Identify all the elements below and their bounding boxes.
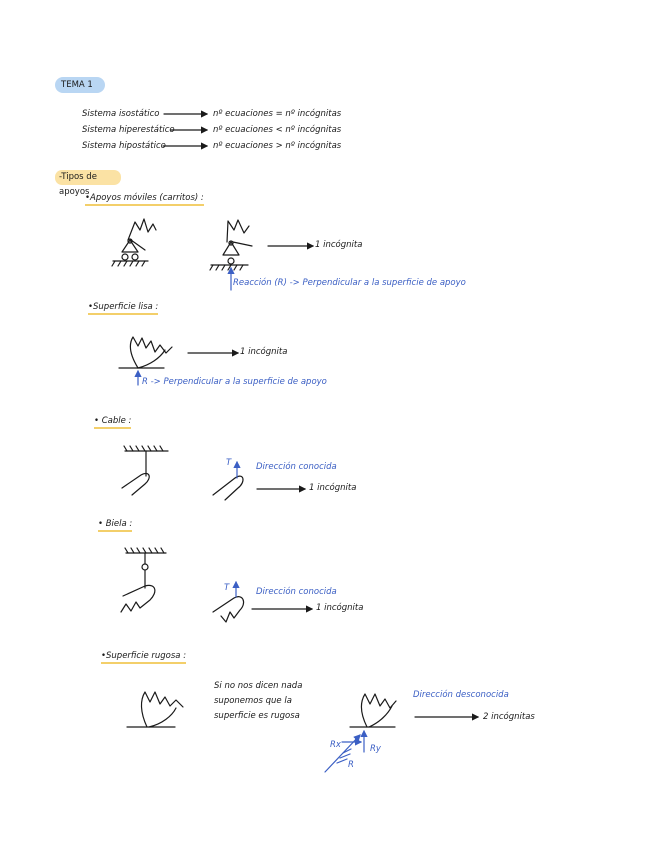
heading-superficie-rugosa: •Superficie rugosa : — [101, 651, 186, 664]
label-T-biela: T — [224, 583, 230, 593]
heading-apoyos-moviles: •Apoyos móviles (carritos) : — [85, 193, 204, 206]
link-tension-sketch — [213, 582, 244, 622]
result-biela: 1 incógnita — [316, 603, 364, 613]
reaction-note-lisa: R -> Perpendicular a la superficie de apoyo — [142, 377, 327, 387]
label-T-cable: T — [226, 458, 232, 468]
direction-biela: Dirección conocida — [256, 587, 337, 597]
cable-tension-sketch — [213, 462, 243, 500]
system-rule: nº ecuaciones < nº incógnitas — [213, 125, 342, 135]
system-rule: nº ecuaciones > nº incógnitas — [213, 141, 342, 151]
reaction-note-apoyos: Reacción (R) -> Perpendicular a la superficie de apoyo — [233, 278, 466, 288]
system-name: Sistema hiperestático — [82, 125, 175, 135]
note-line: superficie es rugosa — [214, 711, 300, 721]
note-line: suponemos que la — [214, 696, 292, 706]
system-name: Sistema hipostático — [82, 141, 166, 151]
note-line: Si no nos dicen nada — [214, 681, 303, 691]
section-title: -Tipos de apoyos — [55, 170, 121, 185]
label-Rx: Rx — [330, 740, 341, 750]
heading-cable: • Cable : — [94, 416, 131, 429]
result-apoyos-moviles: 1 incógnita — [315, 240, 363, 250]
result-rugosa: 2 incógnitas — [483, 712, 535, 722]
direction-rugosa: Dirección desconocida — [413, 690, 509, 700]
smooth-surface-sketch — [119, 337, 172, 385]
rough-surface-sketch — [127, 692, 183, 727]
cable-sketch — [122, 446, 168, 495]
system-rule: nº ecuaciones = nº incógnitas — [213, 109, 342, 119]
rough-surface-reaction-sketch — [325, 694, 396, 772]
result-superficie-lisa: 1 incógnita — [240, 347, 288, 357]
tema-tag: TEMA 1 — [55, 77, 105, 93]
roller-support-sketch — [112, 219, 156, 266]
result-cable: 1 incógnita — [309, 483, 357, 493]
label-R: R — [348, 760, 354, 770]
direction-cable: Dirección conocida — [256, 462, 337, 472]
system-name: Sistema isostático — [82, 109, 160, 119]
label-Ry: Ry — [370, 744, 381, 754]
heading-superficie-lisa: •Superficie lisa : — [88, 302, 158, 315]
roller-support-reaction-sketch — [210, 220, 252, 290]
link-sketch — [121, 548, 166, 612]
heading-biela: • Biela : — [98, 519, 132, 532]
